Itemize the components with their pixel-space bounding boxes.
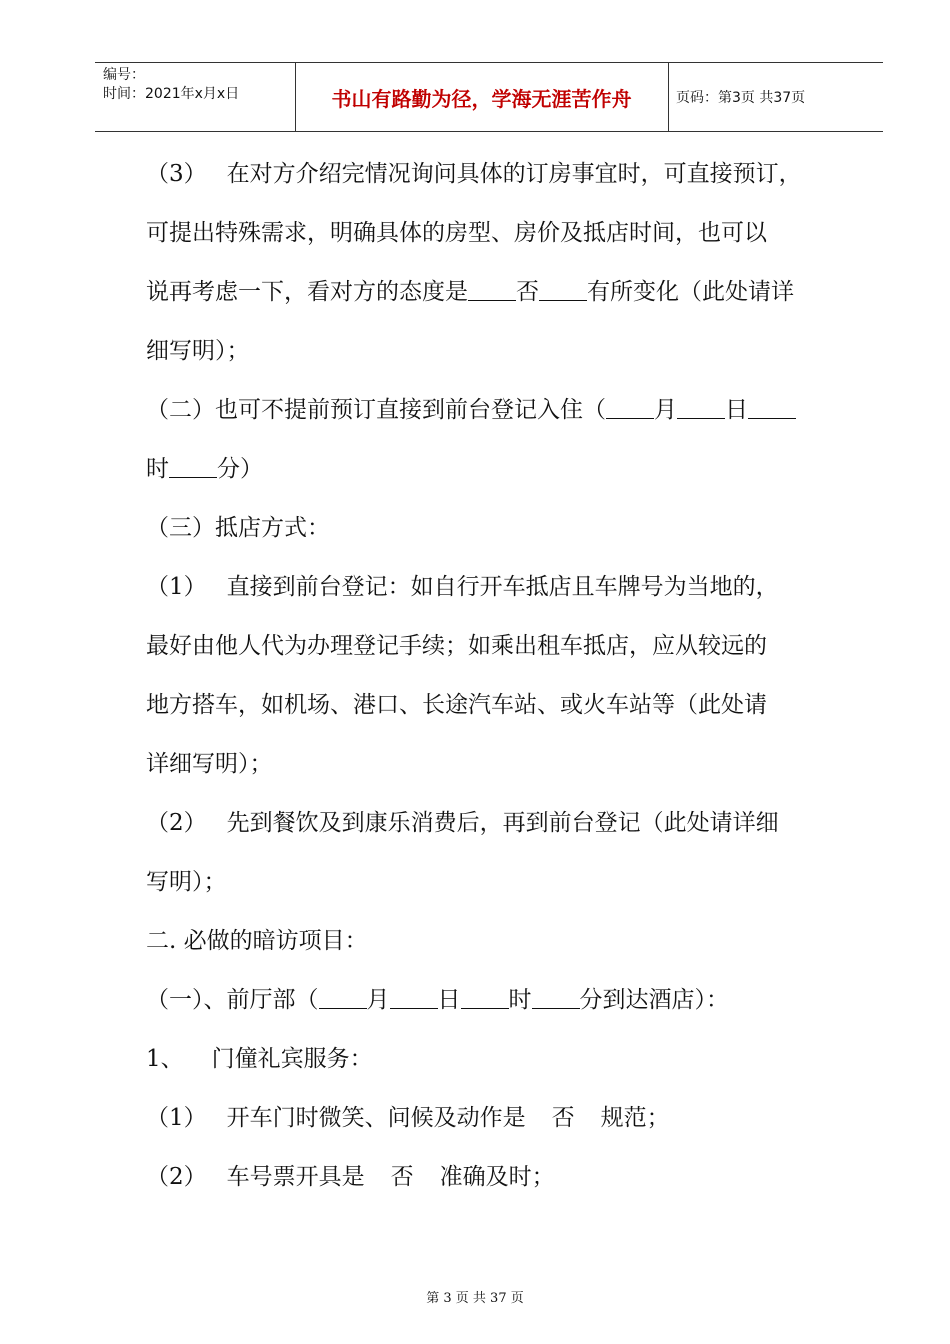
line-text: 可提出特殊需求，明确具体的房型、房价及抵店时间，也可以	[146, 220, 767, 246]
line-text: 时	[508, 987, 532, 1013]
text-line	[146, 207, 846, 266]
text-line	[146, 915, 846, 974]
page-header	[95, 62, 883, 132]
item-number: （3）	[146, 161, 207, 187]
line-text: 开车门时微笑、问候及动作是	[226, 1105, 526, 1131]
fill-blank[interactable]	[539, 280, 587, 301]
item-number: （1）	[146, 574, 207, 600]
line-text: 否	[390, 1164, 414, 1190]
header-slogan: 书山有路勤为径，学海无涯苦作舟	[331, 86, 632, 111]
line-text: 否	[551, 1105, 575, 1131]
line-text: 有所变化（此处请详	[587, 279, 794, 305]
text-line	[146, 502, 846, 561]
item-number: （2）	[146, 810, 207, 836]
fill-blank[interactable]	[319, 988, 367, 1009]
text-line	[146, 738, 846, 797]
line-text: 二. 必做的暗访项目：	[146, 928, 368, 954]
line-text: 否	[516, 279, 539, 305]
line-text: 说再考虑一下，看对方的态度是	[146, 279, 468, 305]
line-text: 先到餐饮及到康乐消费后，再到前台登记（此处请详细	[226, 810, 779, 836]
line-text: 规范；	[600, 1105, 670, 1131]
page-footer: 第 3 页 共 37 页	[426, 1291, 524, 1306]
text-line	[146, 856, 846, 915]
fill-blank[interactable]	[390, 988, 438, 1009]
line-text: （二）也可不提前预订直接到前台登记入住（	[146, 397, 606, 423]
line-text: 地方搭车，如机场、港口、长途汽车站、或火车站等（此处请	[146, 692, 767, 718]
line-text: 日	[725, 397, 748, 423]
text-line	[146, 148, 846, 207]
line-text: （三）抵店方式：	[146, 515, 330, 541]
line-text: 详细写明）；	[146, 751, 273, 777]
fill-blank[interactable]	[532, 988, 580, 1009]
text-line	[146, 266, 846, 325]
text-line	[146, 325, 846, 384]
text-line	[146, 1151, 846, 1210]
line-text: 准确及时；	[439, 1164, 555, 1190]
line-text: （一）、前厅部（	[146, 987, 319, 1013]
document-number-label: 编号：	[103, 67, 145, 83]
text-line	[146, 679, 846, 738]
text-line	[146, 797, 846, 856]
fill-blank[interactable]	[606, 398, 654, 419]
line-text: 最好由他人代为办理登记手续；如乘出租车抵店，应从较远的	[146, 633, 767, 659]
line-text: 月	[366, 987, 390, 1013]
text-line	[146, 1092, 846, 1151]
text-line	[146, 974, 846, 1033]
line-text: 在对方介绍完情况询问具体的订房事宜时，可直接预订，	[226, 161, 802, 187]
line-text: 写明）；	[146, 869, 227, 895]
line-text: 分）	[217, 456, 263, 482]
text-line	[146, 1033, 846, 1092]
item-number: （1）	[146, 1105, 207, 1131]
line-text: 日	[437, 987, 461, 1013]
fill-blank[interactable]	[468, 280, 516, 301]
line-text: 细写明）；	[146, 338, 250, 364]
text-line	[146, 561, 846, 620]
item-number: 1、	[146, 1046, 184, 1072]
item-number: （2）	[146, 1164, 207, 1190]
line-text: 分到达酒店）：	[579, 987, 729, 1013]
line-text: 车号票开具是	[226, 1164, 365, 1190]
fill-blank[interactable]	[677, 398, 725, 419]
fill-blank[interactable]	[461, 988, 509, 1009]
text-line	[146, 443, 846, 502]
document-time-label: 时间：2021年x月x日	[103, 86, 240, 102]
line-text: 直接到前台登记：如自行开车抵店且车牌号为当地的，	[226, 574, 779, 600]
header-meta	[103, 66, 239, 104]
fill-blank[interactable]	[748, 398, 796, 419]
fill-blank[interactable]	[169, 457, 217, 478]
line-text: 时	[146, 456, 169, 482]
line-text: 门僮礼宾服务：	[211, 1046, 373, 1072]
line-text: 月	[654, 397, 677, 423]
document-body	[146, 148, 846, 1210]
header-divider	[668, 63, 669, 131]
text-line	[146, 620, 846, 679]
header-page-info: 页码：第3页 共37页	[676, 90, 806, 106]
text-line	[146, 384, 846, 443]
